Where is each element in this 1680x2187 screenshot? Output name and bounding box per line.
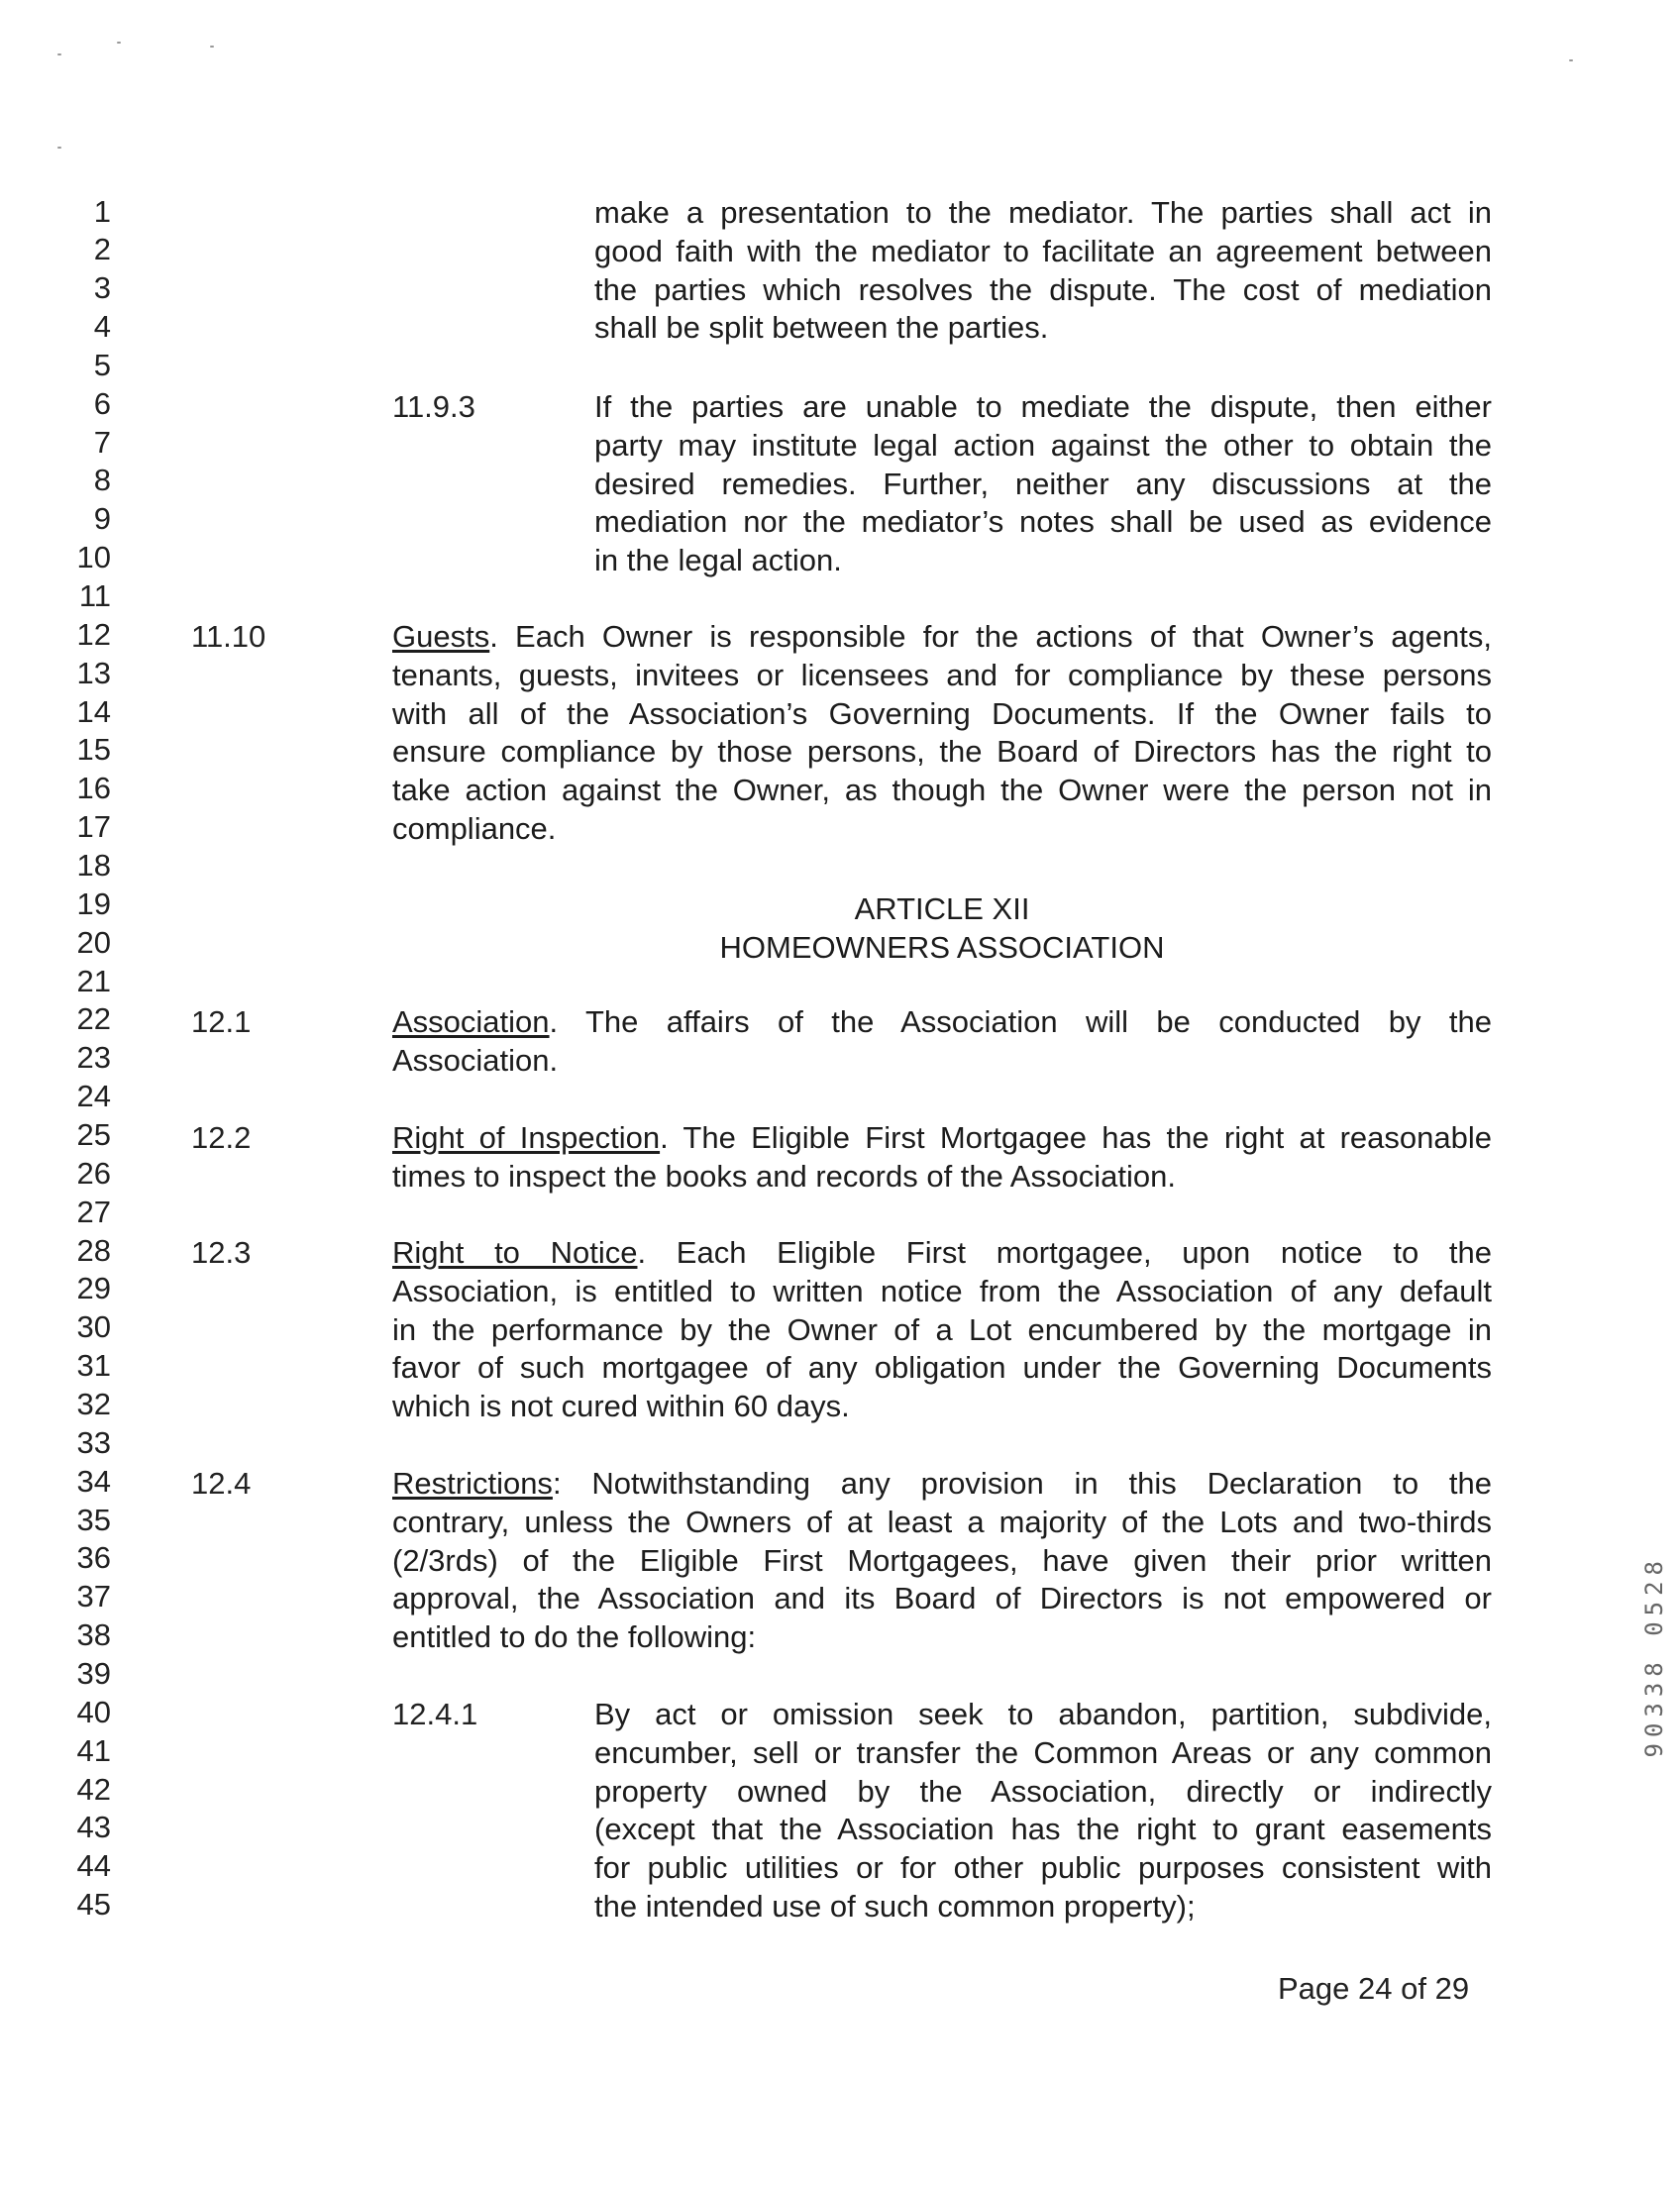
text-line: with all of the Association’s Governing Documents. If the Owner fails to [392,695,1492,731]
line-number: 22 [76,1001,111,1036]
line-number: 20 [76,925,111,960]
text-run: . Each Eligible First mortgagee, upon notice to the [637,1235,1492,1270]
line-number: 19 [76,886,111,921]
text-line: approval, the Association and its Board of Directors is not empowered or [392,1581,1492,1616]
line-number: 6 [93,386,111,421]
text-line: property owned by the Association, directly or indirectly [594,1773,1492,1809]
text-line: shall be split between the parties. [594,310,1049,346]
line-number: 26 [76,1156,111,1191]
text-line [392,1234,1492,1273]
line-number: 10 [76,540,111,574]
section-number: 12.1 [191,1004,252,1039]
line-number: 14 [76,694,111,729]
text-line: in the legal action. [594,543,842,578]
text-line: times to inspect the books and records of the Association. [392,1158,1176,1194]
section-number: 12.4.1 [392,1697,478,1731]
scan-speck [210,46,214,48]
section-number: 11.9.3 [392,389,475,424]
text-line [392,1465,1492,1504]
section-number: 12.4 [191,1466,252,1501]
text-line: contrary, unless the Owners of at least a majority of the Lots and two-thirds [392,1504,1492,1539]
scan-speck [117,42,121,44]
text-line: compliance. [392,810,557,846]
line-number: 13 [76,656,111,690]
section-heading: Association [392,1004,550,1039]
line-number: 29 [76,1271,111,1305]
text-line: tenants, guests, invitees or licensees and for compliance by these persons [392,657,1492,692]
line-number: 11 [78,578,111,613]
line-number: 27 [76,1195,111,1229]
line-number: 45 [76,1887,111,1922]
line-number: 1 [93,194,111,229]
line-number: 37 [76,1579,111,1614]
section-heading: Restrictions [392,1466,553,1501]
line-number-column [0,0,149,1981]
article-title: ARTICLE XII [854,891,1030,926]
line-number: 40 [76,1695,111,1729]
text-line: the parties which resolves the dispute. The cost of mediation [594,271,1492,307]
text-run: . The Eligible First Mortgagee has the right at reasonable [660,1120,1492,1155]
text-line: entitled to do the following: [392,1619,757,1655]
text-line: If the parties are unable to mediate the dispute, then either [594,389,1492,424]
text-line: (except that the Association has the right to grant easements [594,1812,1492,1847]
line-number: 44 [76,1848,111,1883]
line-number: 16 [76,771,111,805]
paragraph-12-4-1 [594,1696,1492,1927]
text-line [392,1003,1492,1042]
line-number: 15 [76,732,111,767]
text-line: which is not cured within 60 days. [392,1389,850,1424]
text-line: for public utilities or for other public purposes consistent with [594,1850,1492,1886]
scan-speck [1569,59,1573,61]
recording-stamp: 90338 0528 [1640,1555,1668,1758]
text-line: Association. [392,1042,559,1078]
scan-speck [57,147,61,149]
line-number: 4 [93,309,111,344]
line-number: 25 [76,1117,111,1152]
line-number: 5 [93,348,111,382]
text-line [392,618,1492,657]
line-number: 33 [76,1425,111,1460]
line-number: 36 [76,1540,111,1575]
paragraph-12-4 [392,1465,1492,1657]
section-number: 12.2 [191,1120,252,1155]
text-line: make a presentation to the mediator. The parties shall act in [594,195,1492,230]
text-line: mediation nor the mediator’s notes shall be used as evidence [594,504,1492,540]
line-number: 17 [76,809,111,844]
line-number: 18 [76,848,111,883]
text-line: party may institute legal action against the other to obtain the [594,427,1492,463]
text-line: desired remedies. Further, neither any discussions at the [594,466,1492,501]
section-heading: Guests [392,619,490,654]
line-number: 12 [76,617,111,652]
text-line: Association, is entitled to written notice from the Association of any default [392,1273,1492,1308]
section-number: 11.10 [191,619,266,654]
paragraph-11-9-3 [594,388,1492,580]
line-number: 35 [76,1503,111,1537]
line-number: 24 [76,1079,111,1113]
text-run: : Notwithstanding any provision in this Declaration to the [552,1466,1492,1501]
text-run: . The affairs of the Association will be conducted by the [549,1004,1492,1039]
line-number: 30 [76,1309,111,1344]
text-line: (2/3rds) of the Eligible First Mortgagees, have given their prior written [392,1542,1492,1578]
line-number: 34 [76,1464,111,1499]
line-number: 41 [76,1733,111,1768]
section-heading: Right of Inspection [392,1120,661,1155]
line-number: 28 [76,1233,111,1268]
text-line: in the performance by the Owner of a Lot encumbered by the mortgage in [392,1311,1492,1347]
paragraph-12-3 [392,1234,1492,1426]
line-number: 31 [76,1348,111,1383]
paragraph-12-2 [392,1119,1492,1197]
text-run: . Each Owner is responsible for the actions of that Owner’s agents, [489,619,1492,654]
paragraph-12-1 [392,1003,1492,1081]
text-line: ensure compliance by those persons, the Board of Directors has the right to [392,734,1492,770]
text-line [392,1119,1492,1158]
paragraph-11-10 [392,618,1492,849]
line-number: 32 [76,1387,111,1421]
line-number: 39 [76,1656,111,1691]
line-number: 3 [93,270,111,305]
text-line: favor of such mortgagee of any obligation under the Governing Documents [392,1350,1492,1386]
scan-speck [57,53,61,55]
line-number: 23 [76,1040,111,1075]
text-line: the intended use of such common property); [594,1888,1196,1924]
line-number: 8 [93,463,111,497]
line-number: 38 [76,1617,111,1652]
page-number: Page 24 of 29 [1278,1971,1470,2006]
line-number: 2 [93,232,111,266]
section-number: 12.3 [191,1235,252,1270]
line-number: 7 [93,425,111,460]
text-line: encumber, sell or transfer the Common Areas or any common [594,1734,1492,1770]
line-number: 42 [76,1772,111,1807]
text-line: By act or omission seek to abandon, partition, subdivide, [594,1697,1492,1731]
text-line: good faith with the mediator to facilitate an agreement between [594,233,1492,268]
article-subtitle: HOMEOWNERS ASSOCIATION [719,930,1165,965]
line-number: 43 [76,1810,111,1844]
paragraph-11-9-2-continuation [594,194,1492,348]
line-number: 21 [76,964,111,998]
text-line: take action against the Owner, as though the Owner were the person not in [392,773,1492,808]
line-number: 9 [93,501,111,536]
section-heading: Right to Notice [392,1235,638,1270]
